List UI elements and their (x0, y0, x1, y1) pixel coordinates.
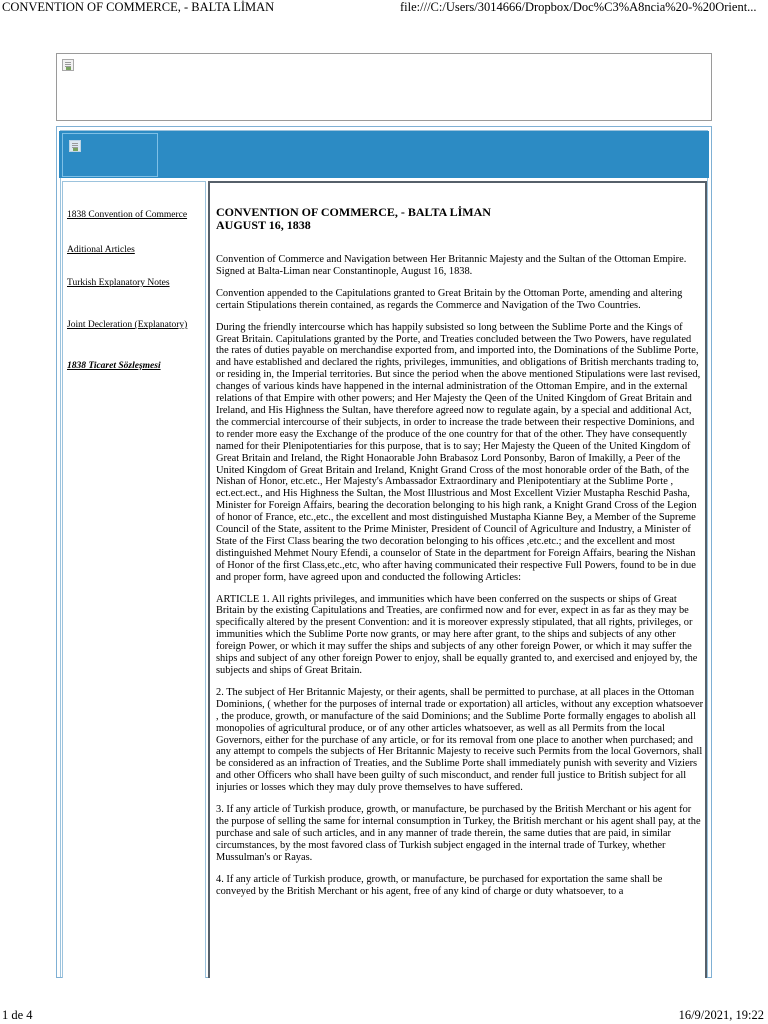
paragraph-article-1: ARTICLE 1. All rights privileges, and immunities which have been conferred on the suspects or ships of Great Britain by the existing Capitulations and Treaties, are confirmed now and for ever, expect in as far as they may be specifically altered by the present Convention: and it is moreover expressly stipulated, that all rights, privileges, or immunities which the Sublime Porte now grants, or may here after grant, to the ships and subjects of any other foreign Power, or which it may suffer the ships and subjects of any other foreign Power, or which it may suffer the ships and subject of any other foreign Power to enjoy, shall be equally granted to, and exercised and enjoyed by, the subjects and ships of Great Britain. (216, 593, 698, 676)
broken-image-icon (69, 140, 81, 152)
sidebar-item-ticaret-sozlesmesi[interactable]: 1838 Ticaret Sözleşmesi (67, 361, 161, 371)
top-banner (56, 53, 712, 121)
print-datetime: 16/9/2021, 19:22 (678, 1008, 764, 1022)
paragraph-article-4: 4. If any article of Turkish produce, growth, or manufacture, be purchased for exportation the same shall be conveyed by the British Merchant or his agent, free of any kind of charge or duty whatsoever, to a (216, 873, 663, 897)
document-title (216, 206, 704, 232)
document-title-date: AUGUST 16, 1838 (216, 218, 311, 232)
print-header-url: file:///C:/Users/3014666/Dropbox/Doc%C3%A8ncia%20-%20Orient... (400, 0, 757, 14)
print-header (0, 0, 768, 16)
paragraph-article-3: 3. If any article of Turkish produce, growth, or manufacture, be purchased by the British Merchant or his agent for the purpose of selling the same for internal consumption in Turkey, the British merchant or his agent shall pay, at the purchase and sale of such articles, and in any manner of trade therein, the same duties that are paid, in similar circumstances, by the most favored class of Turkish subject engaged in the internal trade of Turkey, whether Mussulman's or Rayas. (216, 804, 701, 863)
document-body (216, 206, 704, 907)
document-title-line1: CONVENTION OF COMMERCE, - BALTA LİMAN (216, 205, 491, 219)
sidebar-item-joint-decleration[interactable]: Joint Decleration (Explanatory) (67, 320, 188, 330)
paragraph-appendix: Convention appended to the Capitulations granted to Great Britain by the Ottoman Porte, amending and altering certain Stipulations therein contained, as regards the Commerce and Navigation of the Two Countries. (216, 287, 683, 311)
print-header-title: CONVENTION OF COMMERCE, - BALTA LİMAN (2, 0, 275, 14)
sidebar-item-convention[interactable]: 1838 Convention of Commerce (67, 210, 188, 220)
paragraph-intro: Convention of Commerce and Navigation between Her Britannic Majesty and the Sultan of the Ottoman Empire. Signed at Balta-Liman near Constantinople, August 16, 1838. (216, 254, 687, 277)
sidebar-item-turkish-notes[interactable]: Turkish Explanatory Notes (67, 278, 170, 288)
page-number: 1 de 4 (2, 1008, 33, 1022)
broken-image-icon (62, 59, 74, 71)
sidebar-item-aditional-articles[interactable]: Aditional Articles (67, 245, 135, 255)
logo-cell (62, 133, 158, 177)
print-footer (0, 1008, 768, 1024)
paragraph-article-2: 2. The subject of Her Britannic Majesty, or their agents, shall be permitted to purchase, at all places in the Ottoman Dominions, ( whether for the purposes of internal trade or exportation) all articles, without any exception whatsoever , the produce, growth, or manufacture of the said Dominions; and the Sublime Porte formally engages to abolish all monopolies of agricultural produce, or of any other articles whatsoever, as well as all Permits from the local Governors, either for the purchase of any article, or for its removal from one place to another when purchased; and any attempt to compels the subjects of Her Britannic Majesty to receive such Permits from the local Governors, shall be considered as an infraction of Treaties, and the Sublime Porte shall immediately punish with severity and Viziers and other Officers who shall have been guilty of such misconduct, and render full justice to British subject for all injuries or losses which they may duly prove themselves to have suffered. (216, 686, 704, 794)
sidebar (62, 181, 206, 978)
paragraph-preamble: During the friendly intercourse which has happily subsisted so long between the Sublime Porte and the Kings of Great Britain. Capitulations granted by the Porte, and Treaties concluded between the Two Powers, have regulated the rates of duties payable on merchandise exported from, and imported into, the Dominations of the Sublime Porte, and have established and declared the rights, privileges, immunities, and obligations of British merchants trading to, or residing in, the Imperial territories. But since the period when the above mentioned Stipulations were last revised, changes of various kinds have happened in the internal administration of the Ottoman Empire, and in the external relations of that Empire with other powers; and Her Majesty the Qeen of the United Kingdom of Great Britain and Ireland, and His Highness the Sultan, have therefore agreed now to regulate again, by a special and additional Act, the commercial intercourse of their subjects, in order to increase the trade between their respective Dominions, and to render more easy the Exchange of the produce of the one country for that of the other. They have consequently named for their Plenipotentiaries for this purpose, that is to say; Her Majesty the Queen of the United Kingdom of Great Britain and Ireland, the Right Honaorable John Brabasoz Lord Ponsonby, Baron of Imakilly, a Peer of the United Kingdom of Great Britain and Ireland, Knight Grand Cross of the most honorable order of the Bath, of the Nishan of Honor, etc.etc., Her Majesty's Ambassador Extraordinary and Plenipotentiary at the Sublime Porte , ect.ect.ect., and His Highness the Sultan, the Most Illustrious and Most Excellent Vizier Mustapha Reschid Pasha, Minister for Foreign Affairs, bearing the decoration belonging to his high rank, a Knight Grand Cross of the Legion of honor of France, etc.,etc., the excellent and most distinguished Mustapha Kianne Bey, a Member of the Supreme Council of the State, assitent to the Prime Minister, President of Council of Agriculture and Industry, a Minister of State of the First Class bearing the two decoration belonging to his offices ,etc.etc.; and the excellent and most distinguished Mehmet Noury Efendi, a counselor of State in the department for Foreign Affairs, bearing the Nishan of Honor of the first Class,etc.,etc, who after having communicated their respective Full Powers, found to be in due and proper form, have agreed upon and conducted the following Articles: (216, 321, 701, 583)
